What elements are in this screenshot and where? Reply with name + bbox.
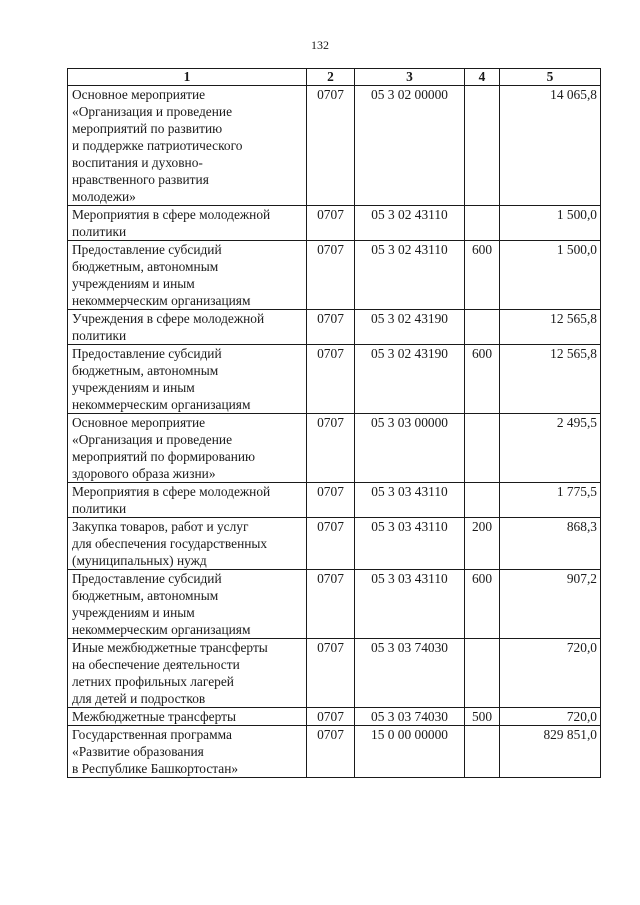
- row-target-code: 05 3 03 74030: [355, 708, 465, 726]
- row-amount: 12 565,8: [500, 345, 601, 414]
- row-amount: 720,0: [500, 708, 601, 726]
- row-expense-type: [465, 414, 500, 483]
- table-row: [68, 310, 601, 345]
- row-name: Предоставление субсидий бюджетным, автономным учреждениям и иным некоммерческим организациям: [68, 241, 307, 310]
- row-target-code: 05 3 03 43110: [355, 483, 465, 518]
- header-col-4: 4: [465, 69, 500, 86]
- row-name: Закупка товаров, работ и услуг для обеспечения государственных (муниципальных) нужд: [68, 518, 307, 570]
- table-row: [68, 726, 601, 778]
- row-section-code: 0707: [307, 570, 355, 639]
- row-section-code: 0707: [307, 206, 355, 241]
- row-target-code: 05 3 02 00000: [355, 86, 465, 206]
- row-section-code: 0707: [307, 639, 355, 708]
- row-name: Предоставление субсидий бюджетным, автономным учреждениям и иным некоммерческим организациям: [68, 345, 307, 414]
- row-section-code: 0707: [307, 708, 355, 726]
- row-amount: 14 065,8: [500, 86, 601, 206]
- row-amount: 12 565,8: [500, 310, 601, 345]
- header-col-5: 5: [500, 69, 601, 86]
- header-col-2: 2: [307, 69, 355, 86]
- row-target-code: 05 3 03 43110: [355, 518, 465, 570]
- row-target-code: 05 3 02 43110: [355, 206, 465, 241]
- row-amount: 1 500,0: [500, 206, 601, 241]
- row-target-code: 05 3 03 00000: [355, 414, 465, 483]
- row-amount: 1 775,5: [500, 483, 601, 518]
- row-expense-type: [465, 726, 500, 778]
- header-col-1: 1: [68, 69, 307, 86]
- row-name: Межбюджетные трансферты: [68, 708, 307, 726]
- row-section-code: 0707: [307, 414, 355, 483]
- header-row: [68, 69, 601, 86]
- row-expense-type: [465, 86, 500, 206]
- row-section-code: 0707: [307, 310, 355, 345]
- row-name: Государственная программа «Развитие образования в Республике Башкортостан»: [68, 726, 307, 778]
- row-section-code: 0707: [307, 518, 355, 570]
- row-name: Основное мероприятие «Организация и проведение мероприятий по формированию здорового образа жизни»: [68, 414, 307, 483]
- table-row: [68, 206, 601, 241]
- row-section-code: 0707: [307, 86, 355, 206]
- row-expense-type: 600: [465, 241, 500, 310]
- table-row: [68, 241, 601, 310]
- page-number: 132: [311, 38, 329, 52]
- row-amount: 2 495,5: [500, 414, 601, 483]
- row-target-code: 15 0 00 00000: [355, 726, 465, 778]
- row-target-code: 05 3 02 43190: [355, 310, 465, 345]
- row-target-code: 05 3 03 43110: [355, 570, 465, 639]
- row-section-code: 0707: [307, 483, 355, 518]
- row-name: Учреждения в сфере молодежной политики: [68, 310, 307, 345]
- row-expense-type: [465, 206, 500, 241]
- row-section-code: 0707: [307, 345, 355, 414]
- table-row: [68, 345, 601, 414]
- row-target-code: 05 3 03 74030: [355, 639, 465, 708]
- row-name: Основное мероприятие «Организация и проведение мероприятий по развитию и поддержке патриотического воспитания и духовно- нравственного развития молодежи»: [68, 86, 307, 206]
- row-amount: 720,0: [500, 639, 601, 708]
- row-amount: 829 851,0: [500, 726, 601, 778]
- table-row: [68, 483, 601, 518]
- table-row: [68, 639, 601, 708]
- row-name: Мероприятия в сфере молодежной политики: [68, 483, 307, 518]
- row-amount: 907,2: [500, 570, 601, 639]
- row-expense-type: 500: [465, 708, 500, 726]
- row-expense-type: 600: [465, 570, 500, 639]
- budget-table: [67, 68, 601, 778]
- row-expense-type: [465, 483, 500, 518]
- table-row: [68, 570, 601, 639]
- row-name: Предоставление субсидий бюджетным, автономным учреждениям и иным некоммерческим организациям: [68, 570, 307, 639]
- header-col-3: 3: [355, 69, 465, 86]
- row-expense-type: 600: [465, 345, 500, 414]
- row-target-code: 05 3 02 43110: [355, 241, 465, 310]
- table-body: [68, 86, 601, 778]
- table-header: [68, 69, 601, 86]
- row-expense-type: [465, 639, 500, 708]
- table-row: [68, 708, 601, 726]
- table-row: [68, 86, 601, 206]
- row-target-code: 05 3 02 43190: [355, 345, 465, 414]
- row-expense-type: 200: [465, 518, 500, 570]
- row-amount: 868,3: [500, 518, 601, 570]
- row-name: Мероприятия в сфере молодежной политики: [68, 206, 307, 241]
- row-expense-type: [465, 310, 500, 345]
- row-section-code: 0707: [307, 726, 355, 778]
- table-row: [68, 518, 601, 570]
- row-section-code: 0707: [307, 241, 355, 310]
- row-amount: 1 500,0: [500, 241, 601, 310]
- table-row: [68, 414, 601, 483]
- row-name: Иные межбюджетные трансферты на обеспечение деятельности летних профильных лагерей для детей и подростков: [68, 639, 307, 708]
